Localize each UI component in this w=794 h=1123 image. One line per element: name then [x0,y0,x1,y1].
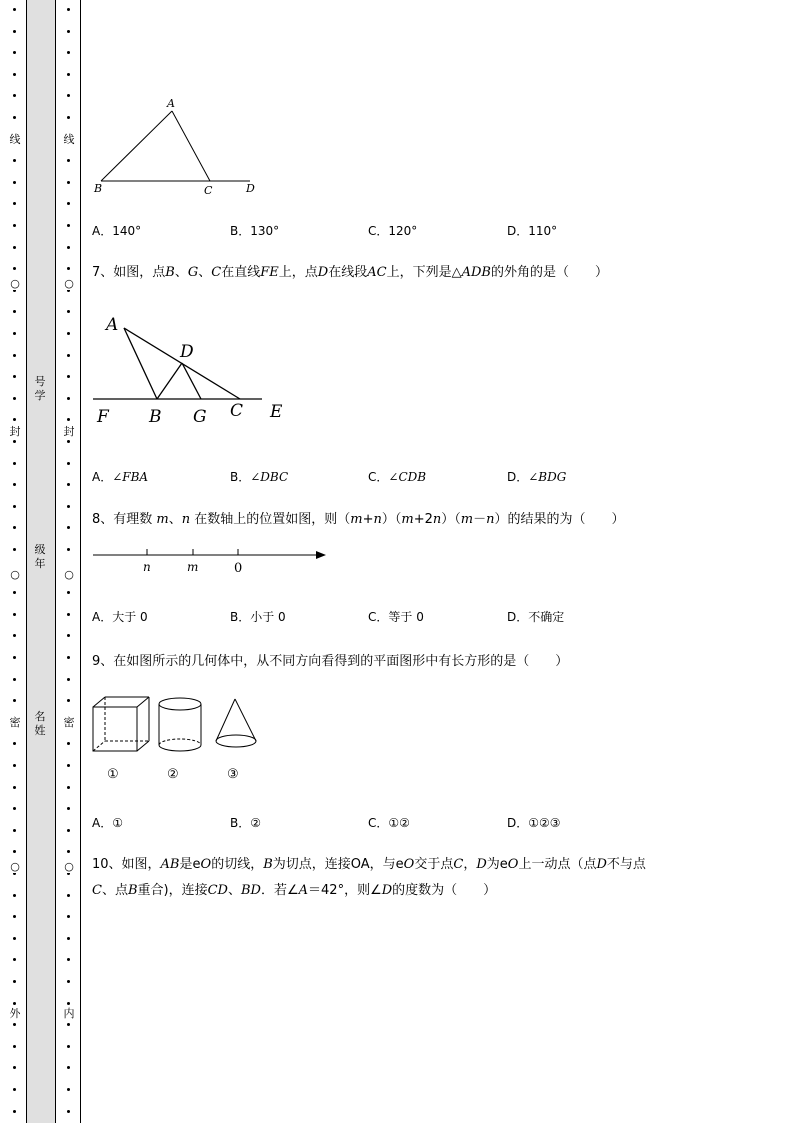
q9-option-b[interactable]: B．② [230,816,261,830]
cut-line-dot [67,332,70,335]
cut-line-dot [67,742,70,745]
cut-line-dot [13,548,16,551]
cut-line-dot [13,613,16,616]
q8-number-line [90,544,340,578]
cut-line-dot [67,634,70,637]
q8-label-n: n [143,560,151,574]
q9-option-a[interactable]: A．① [92,816,123,830]
q8-label-zero: 0 [234,561,243,576]
q9-shape-label-2: ② [167,767,179,782]
cut-line-dot [67,958,70,961]
cut-line-dot [67,440,70,443]
cut-line-dot [13,678,16,681]
q6-option-a[interactable]: A．140° [92,224,142,238]
cut-line-dot [13,51,16,54]
cut-line-dot [67,678,70,681]
q9-option-c[interactable]: C．①② [368,816,410,830]
cut-line-dot [67,1110,70,1113]
margin-marker-circle-inner: ○ [62,568,76,581]
margin-marker-seal-outer: 封 [9,425,21,438]
cut-line-dot [13,462,16,465]
margin-marker-circle-inner: ○ [62,277,76,290]
cut-line-dot [13,786,16,789]
cut-line-dot [13,591,16,594]
cut-line-dot [13,397,16,400]
cut-line-dot [13,181,16,184]
cut-line-dot [13,267,16,270]
cut-line-dot [13,94,16,97]
q7-option-a[interactable]: A．∠FBA [92,470,149,484]
cut-line-dot [13,1045,16,1048]
cut-line-dot [67,116,70,119]
cut-line-dot [67,159,70,162]
q8-option-d[interactable]: D．不确定 [507,610,565,624]
cut-line-dot [13,894,16,897]
margin-marker-circle-outer: ○ [8,568,22,581]
cut-line-dot [13,159,16,162]
cut-line-dot [13,246,16,249]
cut-line-dot [13,1110,16,1113]
q9-solids-figure [90,692,270,784]
cut-line-dot [67,894,70,897]
cut-line-dot [13,829,16,832]
q7-label-c: C [230,401,244,421]
cut-line-dot [67,267,70,270]
q6-triangle-figure [90,92,270,202]
cut-line-dot [67,246,70,249]
q6-option-d[interactable]: D．110° [507,224,558,238]
q9-shape-label-3: ③ [227,767,239,782]
cut-line-dot [67,8,70,11]
q6-label-c: C [204,184,213,197]
q7-label-g: G [193,407,207,427]
cut-line-dot [67,1088,70,1091]
cut-line-dot [13,634,16,637]
q7-stem: 7、如图，点B、G、C在直线FE上，点D在线段AC上，下列是△ADB的外角的是（ ） [92,265,608,280]
cut-line-dot [13,699,16,702]
q7-label-f: F [97,407,109,427]
q6-label-b: B [94,182,103,195]
cut-line-dot [67,30,70,33]
cut-line-dot [13,375,16,378]
cut-line-dot [67,224,70,227]
cut-line-dot [67,1066,70,1069]
margin-marker-circle-outer: ○ [8,860,22,873]
cut-line-dot [67,548,70,551]
q8-option-b[interactable]: B．小于 0 [230,610,286,624]
cut-line-dot [13,224,16,227]
cut-line-dot [67,829,70,832]
cut-line-dot [67,354,70,357]
cut-line-dot [13,30,16,33]
cut-line-dot [13,202,16,205]
cut-line-dot [13,310,16,313]
q6-option-b[interactable]: B．130° [230,224,280,238]
cut-line-dot [13,764,16,767]
margin-marker-circle-outer: ○ [8,277,22,290]
cut-line-dot [67,764,70,767]
cut-line-dot [13,483,16,486]
q7-option-c[interactable]: C．∠CDB [368,470,427,484]
margin-marker-circle-inner: ○ [62,860,76,873]
cut-line-dot [13,958,16,961]
cut-line-dot [13,1023,16,1026]
margin-marker-line-outer: 线 [9,133,21,146]
q6-option-c[interactable]: C．120° [368,224,418,238]
cut-line-dot [67,656,70,659]
q8-stem: 8、有理数 m、n 在数轴上的位置如图，则（m+n）（m+2n）（m－n）的结果的为（ ） [92,512,625,527]
cut-line-dot [13,526,16,529]
cut-line-dot [67,202,70,205]
cut-line-dot [13,915,16,918]
cut-line-dot [13,505,16,508]
q7-option-b[interactable]: B．∠DBC [230,470,289,484]
cut-line-dot [67,51,70,54]
cut-line-dot [67,915,70,918]
q10-stem-line-2: C、点B重合)，连接CD、BD．若∠A＝42°，则∠D的度数为（ ） [92,883,497,898]
cut-line-dot [13,980,16,983]
name-field: 名 姓 [34,710,46,737]
cylinder-solid [159,698,201,751]
cut-line-dot [13,937,16,940]
q7-figure [90,310,300,430]
q7-label-d: D [180,342,194,362]
binding-margin [0,0,84,1123]
cut-line-dot [13,440,16,443]
cut-line-dot [67,462,70,465]
q6-label-a: A [167,97,175,110]
q9-option-d[interactable]: D．①②③ [507,816,561,830]
cut-line-dot [67,980,70,983]
cut-line-dot [13,73,16,76]
margin-marker-secret-inner: 密 [63,716,75,729]
cut-line-dot [67,699,70,702]
binding-inner-line [80,0,81,1123]
margin-marker-inside: 内 [63,1007,75,1020]
margin-marker-line-inner: 线 [63,133,75,146]
q6-label-d: D [246,182,255,195]
cut-line-dot [13,354,16,357]
cut-line-dot [67,937,70,940]
cut-line-dot [13,1088,16,1091]
cut-line-dot [67,181,70,184]
margin-marker-seal-inner: 封 [63,425,75,438]
q7-label-b: B [149,407,162,427]
cut-line-dot [67,613,70,616]
cut-line-dot [67,375,70,378]
q8-label-m: m [187,560,199,574]
cut-line-dot [67,1045,70,1048]
q9-shape-label-1: ① [107,767,119,782]
number-line-arrow-icon [316,551,326,559]
cut-line-dot [13,656,16,659]
student-id-field: 号 学 [34,375,46,402]
q7-label-e: E [270,402,283,422]
cut-line-dot [67,483,70,486]
cut-line-dot [67,807,70,810]
cut-line-dot [13,850,16,853]
q8-option-a[interactable]: A．大于 0 [92,610,148,624]
cut-line-dot [67,850,70,853]
cut-line-dot [67,73,70,76]
cut-line-dot [67,526,70,529]
cut-line-dot [67,397,70,400]
q7-label-a: A [106,315,119,335]
margin-marker-outside: 外 [9,1007,21,1020]
cut-line-dot [67,505,70,508]
cut-line-dot [67,786,70,789]
cut-line-dot [13,807,16,810]
cube-solid [93,697,149,751]
cut-line-dot [13,418,16,421]
cut-line-dot [13,1066,16,1069]
cut-line-dot [67,310,70,313]
cut-line-dot [13,742,16,745]
cut-line-dot [67,94,70,97]
cone-solid [216,699,256,747]
class-field: 级 年 [34,543,46,570]
q8-option-c[interactable]: C．等于 0 [368,610,424,624]
q7-option-d[interactable]: D．∠BDG [507,470,567,484]
cut-line-dot [67,418,70,421]
q9-stem: 9、在如图所示的几何体中，从不同方向看得到的平面图形中有长方形的是（ ） [92,654,569,669]
cut-line-dot [13,332,16,335]
margin-marker-secret-outer: 密 [9,716,21,729]
cut-line-dot [67,1023,70,1026]
cut-line-dot [13,8,16,11]
cut-line-dot [13,116,16,119]
q10-stem-line-1: 10、如图，AB是eO的切线，B为切点，连接OA，与eO交于点C，D为eO上一动点（点D不与点 [92,857,646,872]
cut-line-dot [67,591,70,594]
